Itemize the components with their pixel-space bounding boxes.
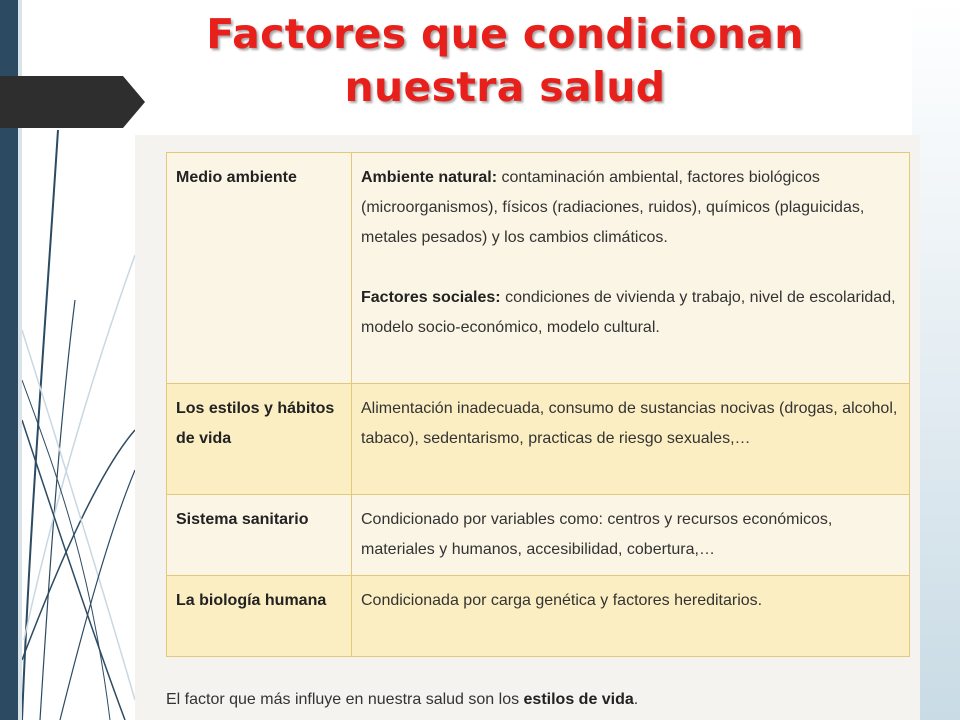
footer-emphasis: estilos de vida — [523, 691, 634, 708]
factor-label: Sistema sanitario — [167, 495, 352, 576]
factor-description: Condicionado por variables como: centros y recursos económicos, materiales y humanos, accesibilidad, cobertura,… — [352, 495, 910, 576]
table-row-biologia-humana — [167, 576, 910, 657]
table-row-estilos-de-vida — [167, 384, 910, 495]
footer-note — [166, 685, 906, 715]
slide-title: Factores que condicionan nuestra salud — [206, 10, 804, 111]
ambiente-natural-label: Ambiente natural: — [361, 169, 498, 186]
factores-sociales-text: condiciones de vivienda y trabajo, nivel de escolaridad, modelo socio-económico, modelo cultural. — [361, 289, 896, 336]
factores-sociales-label: Factores sociales: — [361, 289, 501, 306]
description-paragraph — [361, 163, 900, 253]
factor-label: La biología humana — [167, 576, 352, 657]
footer-text: El factor que más influye en nuestra salud son los — [166, 691, 524, 708]
footer-end: . — [633, 691, 639, 708]
arrow-tab-decoration — [0, 76, 145, 128]
factor-label: Los estilos y hábitos de vida — [167, 384, 352, 495]
description-paragraph — [361, 283, 900, 343]
factor-description: Condicionada por carga genética y factores hereditarios. — [352, 576, 910, 657]
factor-label: Medio ambiente — [167, 153, 352, 384]
ambiente-natural-text: contaminación ambiental, factores biológicos (microorganismos), físicos (radiaciones, ruidos), químicos (plaguicidas, metales pesados) y los cambios climáticos. — [361, 169, 865, 246]
factor-description — [352, 153, 910, 384]
factor-description: Alimentación inadecuada, consumo de sustancias nocivas (drogas, alcohol, tabaco), sedentarismo, practicas de riesgo sexuales,… — [352, 384, 910, 495]
table-row-sistema-sanitario — [167, 495, 910, 576]
factors-table — [166, 152, 910, 657]
table-row-medio-ambiente — [167, 153, 910, 384]
